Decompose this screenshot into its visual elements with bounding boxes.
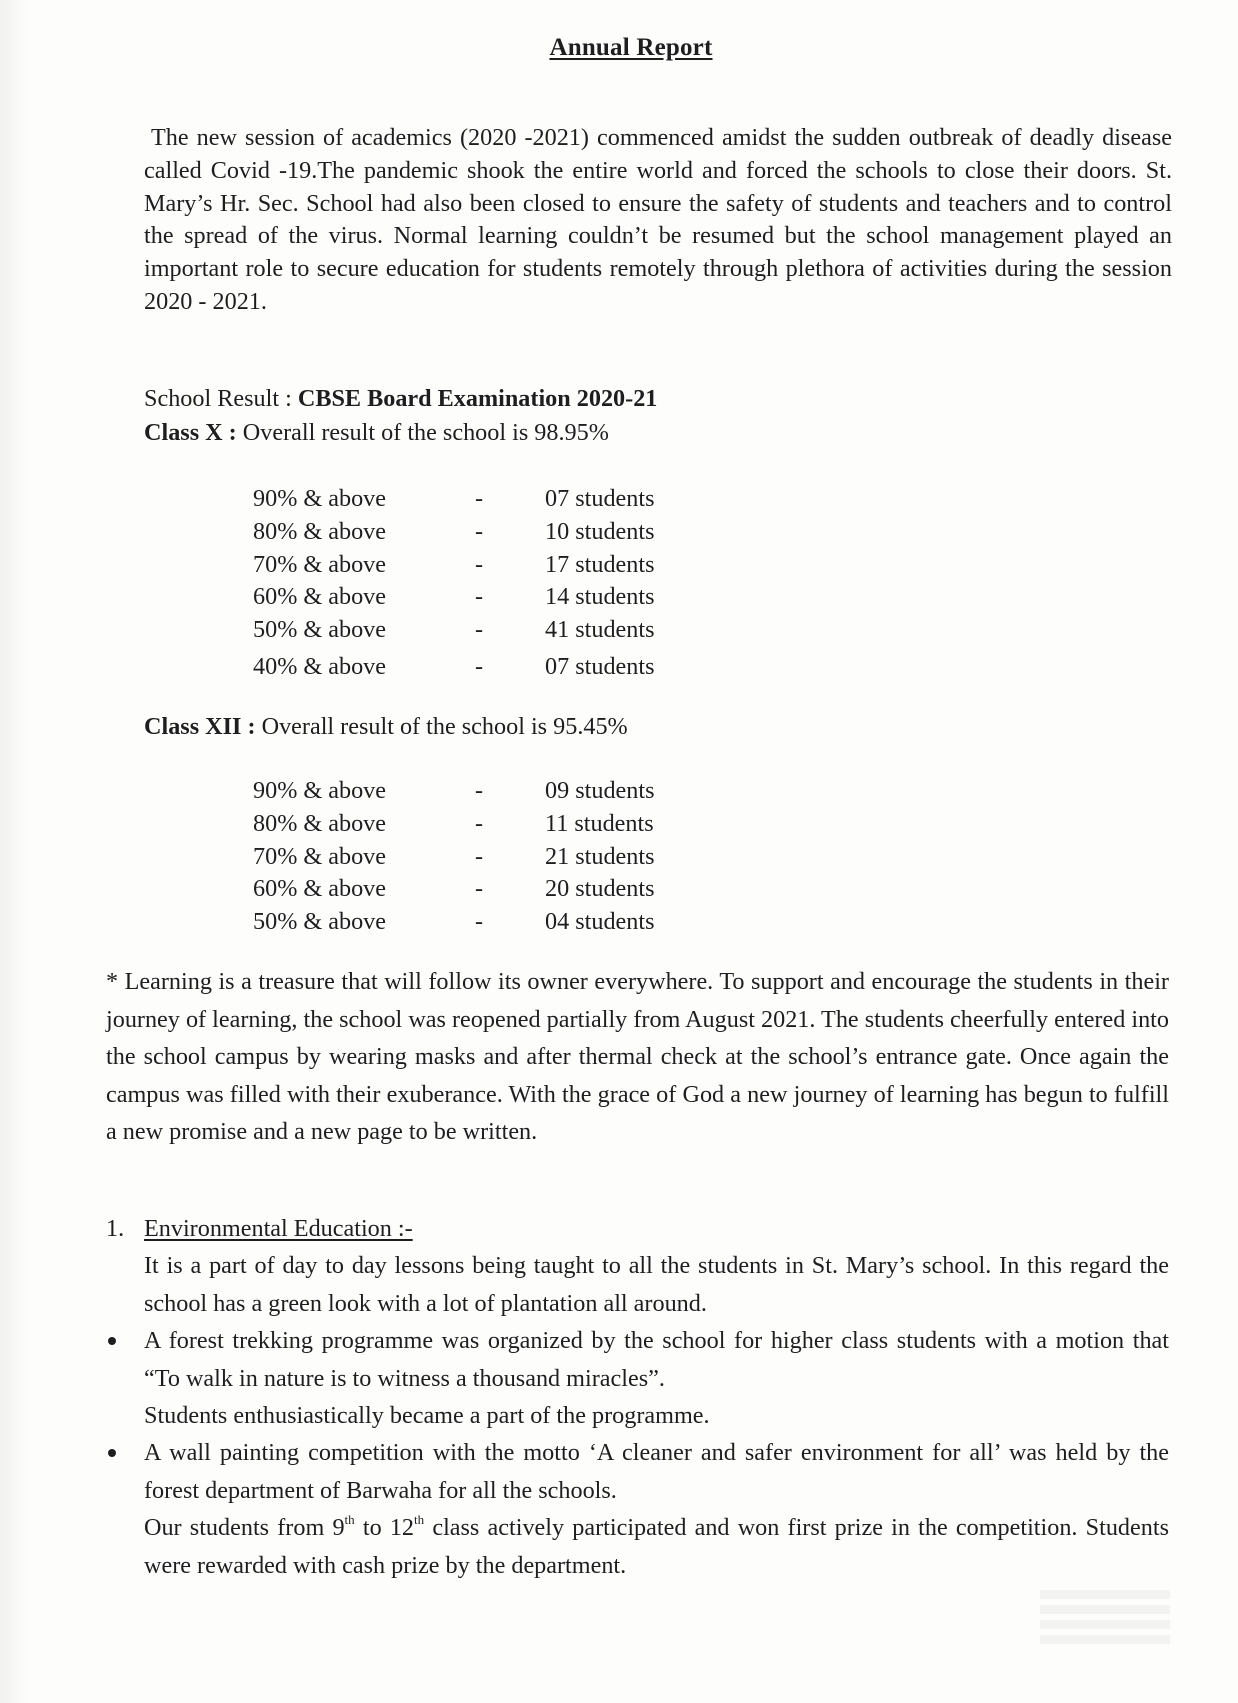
section-number: 1.: [106, 1215, 125, 1242]
superscript-th: th: [344, 1512, 355, 1528]
class-x-heading: [144, 417, 609, 449]
grade-range: 40% & above: [253, 652, 386, 680]
grade-dash: -: [475, 652, 484, 680]
grade-dash: -: [475, 875, 484, 903]
grade-count: 20 students: [545, 875, 655, 903]
bullet-item-wall-painting: [106, 1434, 1169, 1584]
bullet-item-forest-trekking: [106, 1322, 1169, 1434]
grade-range: 70% & above: [253, 842, 386, 870]
grade-count: 14 students: [545, 583, 655, 611]
section-body: It is a part of day to day lessons being taught to all the students in St. Mary’s school. In this regard the school has a green look with a lot of plantation all around.: [144, 1252, 1169, 1317]
grade-count: 21 students: [545, 842, 655, 870]
class-x-summary: Overall result of the school is 98.95%: [242, 419, 609, 446]
grade-dash: -: [475, 583, 484, 611]
grade-range: 70% & above: [253, 550, 386, 578]
bullet-text: A forest trekking programme was organized by the school for higher class students with a motion that “To walk in nature is to witness a thousand miracles”.: [144, 1327, 1169, 1392]
section-environmental-education: [106, 1210, 1169, 1584]
grade-dash: -: [475, 908, 484, 936]
grade-range: 80% & above: [253, 809, 386, 837]
grade-count: 11 students: [545, 809, 654, 837]
grade-dash: -: [475, 777, 484, 804]
grade-count: 41 students: [545, 616, 655, 644]
grade-dash: -: [475, 485, 484, 512]
scan-edge-shadow: [0, 0, 28, 1703]
class-xii-summary: Overall result of the school is 95.45%: [261, 713, 628, 740]
superscript-th: th: [414, 1512, 425, 1528]
class-x-label: Class X :: [144, 419, 243, 446]
bullet-text: A wall painting competition with the motto ‘A cleaner and safer environment for all’ was held by the forest department of Barwaha for all the schools.: [144, 1439, 1169, 1504]
faint-stamp-bleedthrough: [1040, 1590, 1170, 1650]
grade-dash: -: [475, 517, 484, 545]
followup-text-b: to 12: [354, 1514, 415, 1542]
grade-range: 50% & above: [253, 908, 386, 936]
grade-count: 07 students: [545, 652, 655, 680]
bullet-followup: [144, 1509, 1169, 1584]
grade-range: 50% & above: [253, 616, 386, 644]
class-xii-heading: [144, 711, 628, 743]
school-result-heading: [144, 383, 657, 415]
grade-dash: -: [475, 550, 484, 578]
grade-dash: -: [475, 842, 484, 870]
grade-range: 60% & above: [253, 583, 386, 611]
grade-range: 80% & above: [253, 517, 386, 545]
grade-count: 17 students: [545, 550, 655, 578]
reopening-paragraph: * Learning is a treasure that will follow its owner everywhere. To support and encourage the students in their journey of learning, the school was reopened partially from August 2021. The students cheerfully entered into the school campus by wearing masks and after thermal check at the school’s entrance gate. Once again the campus was filled with their exuberance. With the grace of God a new journey of learning has begun to fulfill a new promise and a new page to be written.: [106, 968, 1169, 1146]
school-result-label: School Result :: [144, 385, 298, 412]
followup-text-c: class actively participated and won first prize in the competition. Students were rewarded with cash prize by the department.: [144, 1514, 1169, 1579]
grade-count: 04 students: [545, 908, 655, 936]
grade-count: 07 students: [545, 485, 655, 512]
bullet-icon: [108, 1337, 116, 1345]
section-heading: Environmental Education :-: [144, 1215, 413, 1242]
grade-range: 90% & above: [253, 485, 386, 512]
section-heading-row: [106, 1210, 1169, 1247]
page-title: [0, 34, 1238, 62]
grade-count: 09 students: [545, 777, 655, 804]
class-xii-label: Class XII :: [144, 713, 262, 740]
grade-range: 60% & above: [253, 875, 386, 903]
title-text: Annual Report: [549, 34, 713, 61]
bullet-icon: [108, 1449, 116, 1457]
bullet-followup: Students enthusiastically became a part of the programme.: [144, 1402, 710, 1430]
grade-dash: -: [475, 809, 484, 837]
intro-paragraph: The new session of academics (2020 -2021) commenced amidst the sudden outbreak of deadly disease called Covid -19.The pandemic shook the entire world and forced the schools to close their doors. St. Mary’s Hr. Sec. School had also been closed to ensure the safety of students and teachers and to control the spread of the virus. Normal learning couldn’t be resumed but the school management played an important role to secure education for students remotely through plethora of activities during the session 2020 - 2021.: [144, 124, 1172, 315]
followup-text-a: Our students from 9: [144, 1514, 345, 1542]
grade-range: 90% & above: [253, 777, 386, 804]
grade-dash: -: [475, 616, 484, 644]
exam-name: CBSE Board Examination 2020-21: [297, 385, 658, 412]
grade-count: 10 students: [545, 517, 655, 545]
